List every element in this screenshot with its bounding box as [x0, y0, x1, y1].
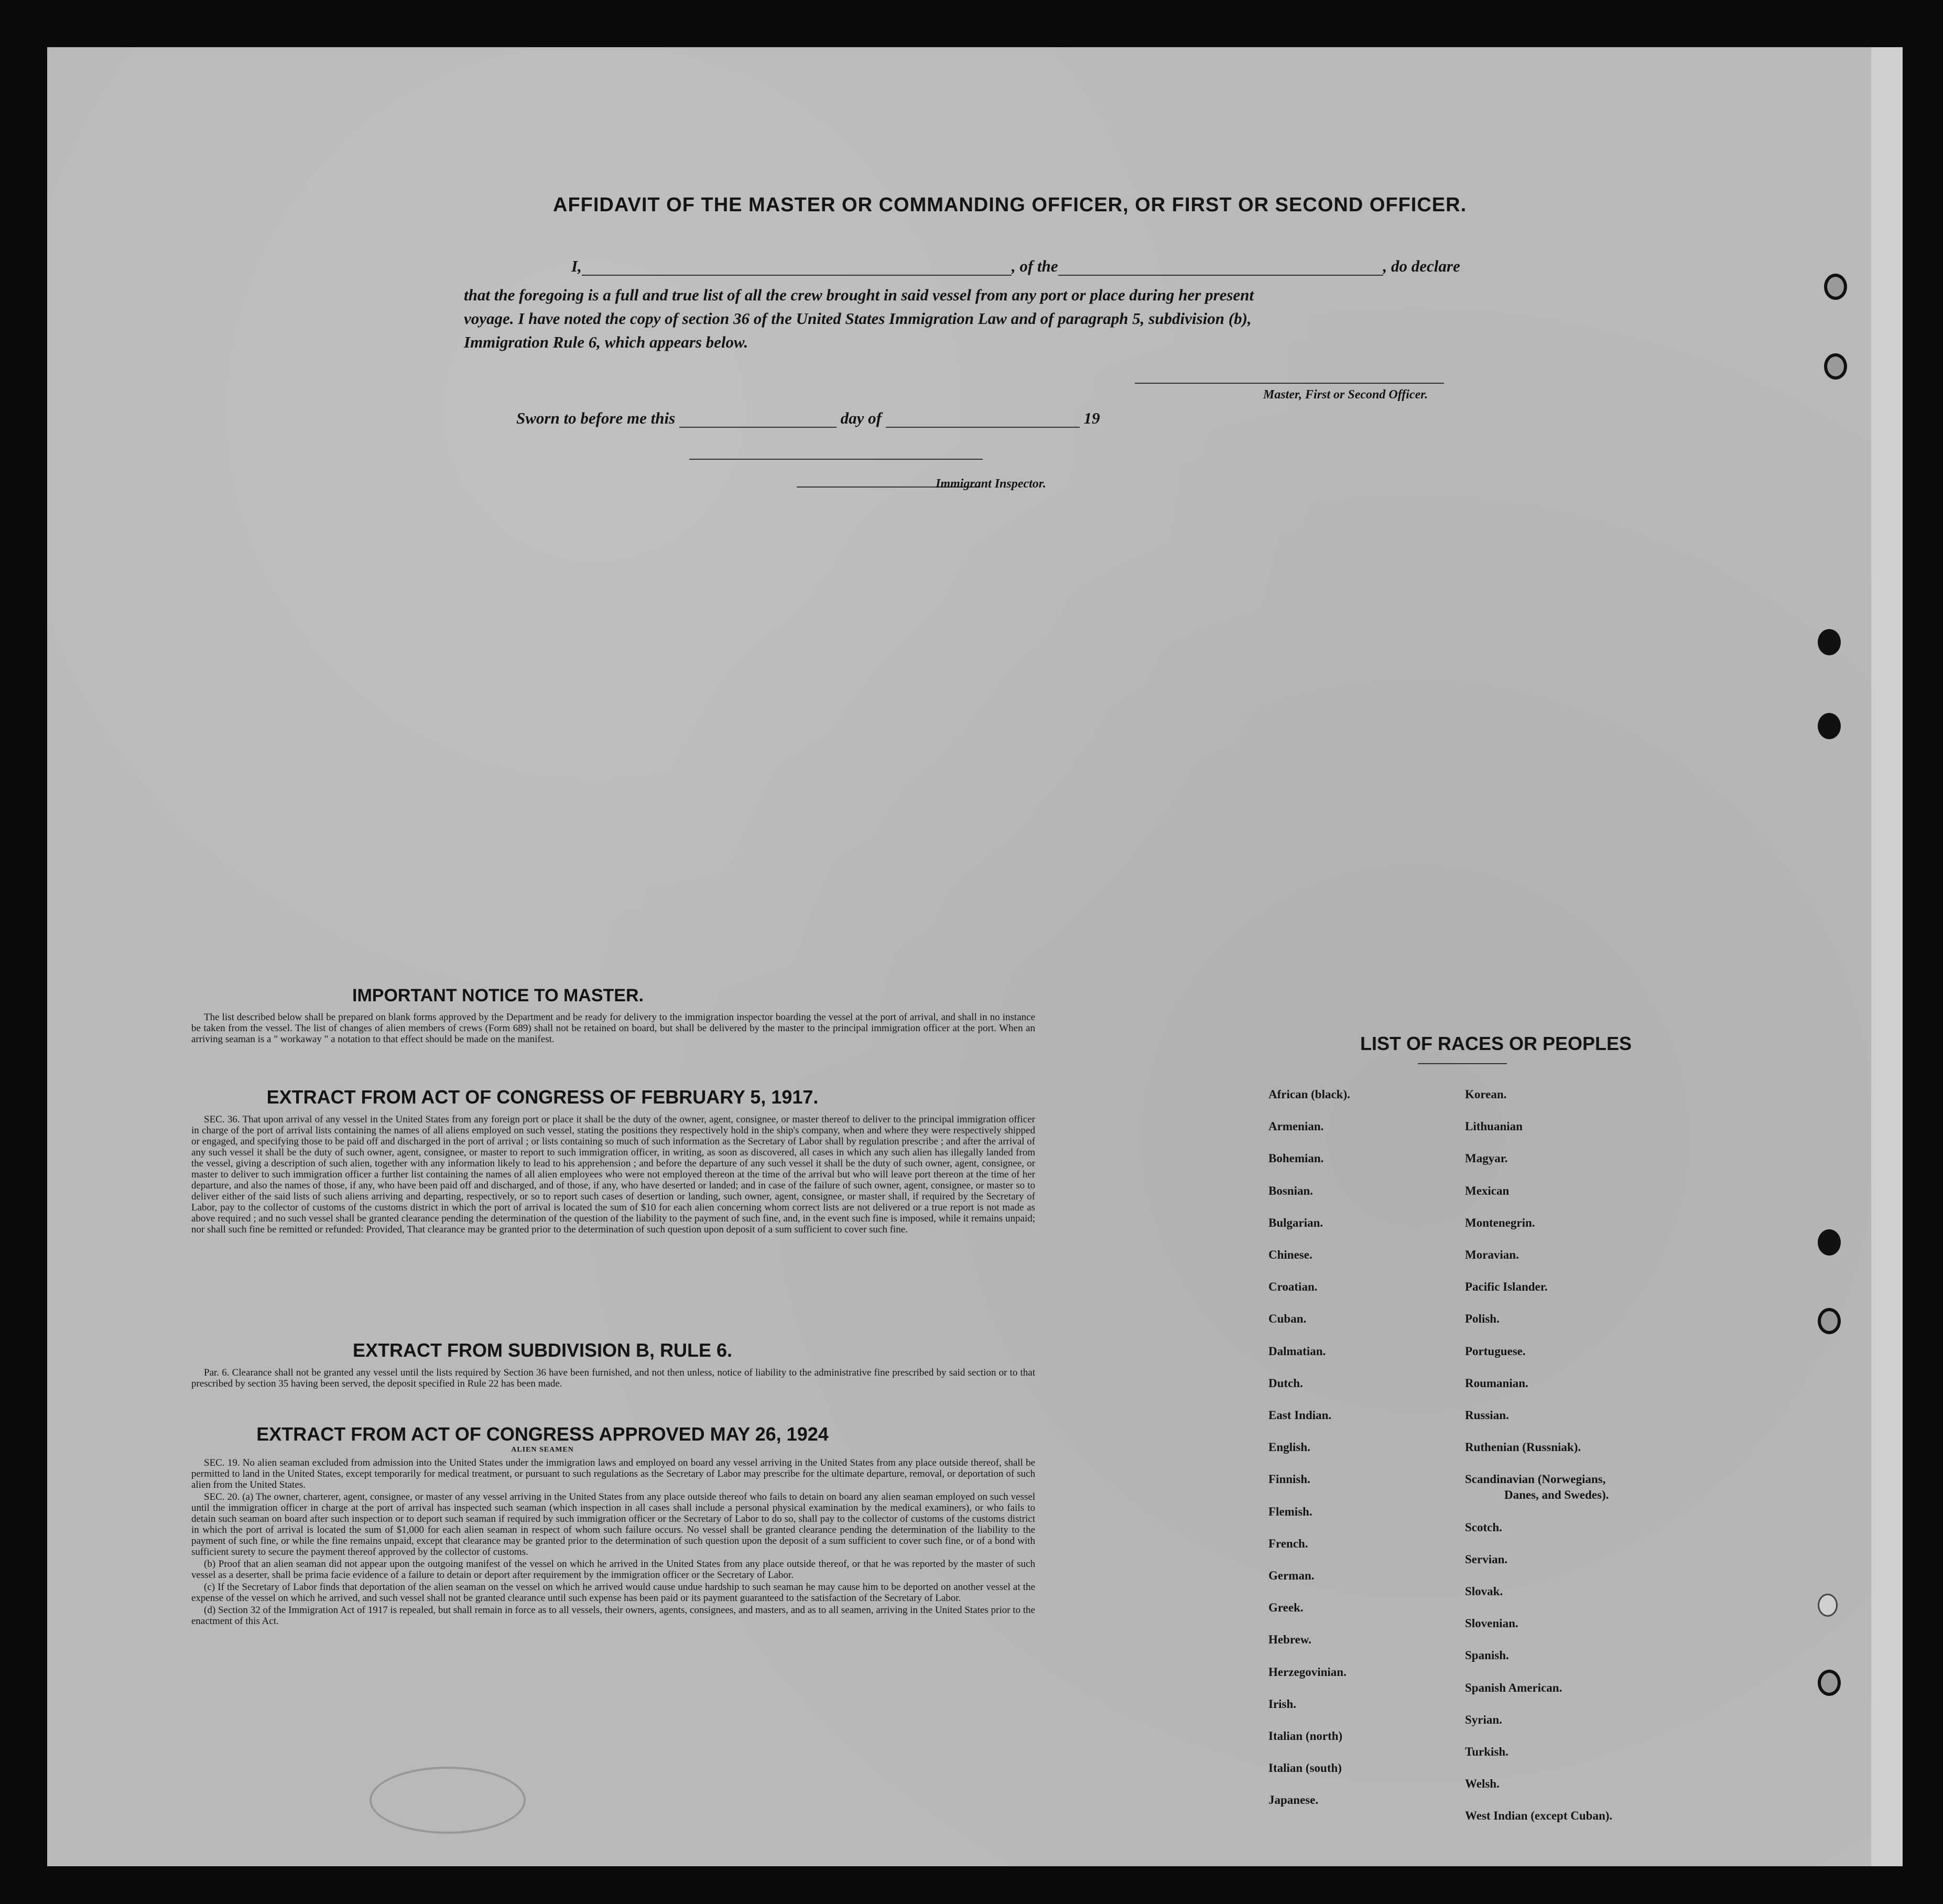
affidavit-i: I, — [571, 257, 582, 275]
affidavit-line-3: voyage. I have noted the copy of section 36 of the United States Immigration Law and of paragraph 5, subdivision (b), — [464, 309, 1252, 328]
race-right-item: Polish. — [1465, 1312, 1500, 1326]
race-right-item: West Indian (except Cuban). — [1465, 1809, 1613, 1823]
binder-hole-4 — [1818, 713, 1841, 739]
notice-body — [191, 1012, 1035, 1046]
race-left-item: English. — [1268, 1441, 1310, 1454]
race-right-item: Portuguese. — [1465, 1344, 1526, 1358]
race-right-item: Roumanian. — [1465, 1376, 1528, 1390]
vessel-name-blank — [1058, 274, 1383, 276]
race-left-item: Italian (south) — [1268, 1761, 1342, 1775]
notice-title: IMPORTANT NOTICE TO MASTER. — [352, 986, 644, 1005]
race-right-item: Ruthenian (Russniak). — [1465, 1441, 1581, 1454]
affidavit-title: AFFIDAVIT OF THE MASTER OR COMMANDING OFFICER, OR FIRST OR SECOND OFFICER. — [553, 194, 1467, 216]
race-left-item: Cuban. — [1268, 1312, 1307, 1326]
section-20b-paragraph: (b) Proof that an alien seaman did not appear upon the outgoing manifest of the vessel on which he arrived in the United States from any place outside thereof, or that he was reported by the master of such vessel as a deserter, shall be prima facie evidence of a failure to detain or deport after requirement by the immigration officer or the Secretary of Labor. — [191, 1559, 1035, 1581]
master-caption: Master, First or Second Officer. — [1263, 388, 1428, 402]
race-left-item: Bulgarian. — [1268, 1216, 1323, 1229]
subdivision-b-body — [191, 1367, 1035, 1390]
race-left-item: Armenian. — [1268, 1120, 1324, 1133]
race-right-item: Mexican — [1465, 1184, 1510, 1197]
extract-1917-title: EXTRACT FROM ACT OF CONGRESS OF FEBRUARY 5, 1917. — [266, 1086, 819, 1108]
section-36-paragraph: SEC. 36. That upon arrival of any vessel in the United States from any foreign port or place it shall be the duty of the owner, agent, consignee, or master thereof to deliver to the principal immigration officer in charge of the port of arrival lists containing the names of all aliens employed on such vessel, stating the positions they respectively hold in the ship's company, when and where they were respectively shipped or engaged, and specifying those to be paid off and discharged in the port of arrival ; or lists containing so much of such information as the Secretary of Labor shall by regulation prescribe ; and after the arrival of any such vessel it shall be the duty of such owner, agent, consignee, or master to report to such immigration officer, in writing, as soon as discovered, all cases in which any such alien has illegally landed from the vessel, giving a description of such alien, together with any information likely to lead to his apprehension ; and before the departure of any such vessel it shall be the duty of such owner, agent, consignee, or master to deliver to such immigration officer a further list containing the names of all alien employees who were not employed thereon at the time of the arrival but who will leave port thereon at the time of her departure, and also the names of those, if any, who have been paid off and discharged, and of those, if any, who have deserted or landed; and in case of the failure of such owner, agent, consignee, or master so to deliver either of the said lists of such aliens arriving and departing, respectively, or so to report such cases of desertion or landing, such owner, agent, consignee, or master shall, if required by the Secretary of Labor, pay to the collector of customs of the customs district in which the port of arrival is located the sum of $10 for each alien concerning whom correct lists are not delivered or a true report is not made as above required ; and no such vessel shall be granted clearance pending the determination of the question of the liability to the payment of such fine, and, in the event such fine is imposed, while it remains unpaid; nor shall such fine be remitted or refunded: Provided, That clearance may be granted prior to the determination of such question upon deposit of a sum sufficient to cover such fine. — [191, 1114, 1035, 1235]
race-right-item: Slovak. — [1465, 1585, 1503, 1598]
extract-1924-title: EXTRACT FROM ACT OF CONGRESS APPROVED MAY 26, 1924 — [256, 1423, 829, 1445]
race-left-item: German. — [1268, 1569, 1315, 1582]
inspector-rule-upper — [689, 459, 983, 460]
race-right-item: Korean. — [1465, 1088, 1507, 1101]
sworn-month-blank — [886, 426, 1080, 428]
section-20c-paragraph: (c) If the Secretary of Labor finds that deportation of the alien seaman on the vessel on which he arrived would cause undue hardship to such seaman he may cause him to be deported on another vessel at the expense of the vessel on which he arrived, and such vessel shall not be granted clearance until such expense has been paid or its payment guaranteed to the satisfaction of the Secretary of Labor. — [191, 1582, 1035, 1604]
subdivision-b-title: EXTRACT FROM SUBDIVISION B, RULE 6. — [352, 1339, 733, 1361]
races-title-rule — [1418, 1063, 1507, 1064]
master-name-blank — [582, 274, 1012, 276]
race-left-item: Hebrew. — [1268, 1633, 1311, 1647]
paragraph-6: Par. 6. Clearance shall not be granted any vessel until the lists required by Section 36 have been furnished, and not then unless, notice of liability to the administrative fine prescribed by said section or to that prescribed by section 35 having been served, the deposit specified in Rule 22 has been made. — [191, 1367, 1035, 1389]
race-left-item: Bosnian. — [1268, 1184, 1314, 1197]
binder-hole-8 — [1818, 1670, 1841, 1696]
race-left-item: Dalmatian. — [1268, 1344, 1326, 1358]
faded-stamp — [370, 1767, 526, 1834]
extract-1924-body — [191, 1457, 1035, 1628]
section-20d-paragraph: (d) Section 32 of the Immigration Act of 1917 is repealed, but shall remain in force as to all vessels, their owners, agents, consignees, and masters, and as to all seamen, arriving in the United States prior to the enactment of this Act. — [191, 1605, 1035, 1627]
binder-hole-3 — [1818, 629, 1841, 655]
race-right-item: Pacific Islander. — [1465, 1280, 1548, 1294]
race-left-item: East Indian. — [1268, 1409, 1332, 1422]
sworn-day-blank — [679, 426, 837, 428]
race-right-item: Montenegrin. — [1465, 1216, 1535, 1229]
sworn-prefix: Sworn to before me this — [516, 409, 676, 427]
race-right-item: Moravian. — [1465, 1248, 1519, 1261]
affidavit-declare: , do declare — [1383, 257, 1460, 275]
affidavit-line-2: that the foregoing is a full and true list of all the crew brought in said vessel from any port or place during her present — [464, 286, 1254, 304]
race-right-item: Slovenian. — [1465, 1617, 1518, 1630]
race-right-item: Spanish American. — [1465, 1681, 1562, 1694]
affidavit-line-1 — [571, 257, 1460, 276]
sworn-year: 19 — [1083, 409, 1100, 427]
binder-hole-1 — [1824, 274, 1847, 300]
race-left-item: Croatian. — [1268, 1280, 1318, 1294]
extract-1917-body — [191, 1114, 1035, 1236]
race-left-item: African (black). — [1268, 1088, 1350, 1101]
document-sheet — [47, 47, 1903, 1866]
binder-hole-7 — [1818, 1594, 1838, 1617]
sworn-line — [516, 409, 1100, 428]
race-left-item: Greek. — [1268, 1601, 1304, 1615]
race-left-item: Herzegovinian. — [1268, 1665, 1347, 1679]
affidavit-line-4: Immigration Rule 6, which appears below. — [464, 333, 748, 351]
alien-seamen-subtitle: ALIEN SEAMEN — [511, 1446, 574, 1454]
sworn-day-of: day of — [840, 409, 882, 427]
race-left-item: Bohemian. — [1268, 1152, 1324, 1165]
race-left-item: Chinese. — [1268, 1248, 1312, 1261]
race-right-item: Russian. — [1465, 1409, 1509, 1422]
race-left-item: Italian (north) — [1268, 1729, 1343, 1743]
race-right-item: Spanish. — [1465, 1649, 1509, 1662]
race-left-item: Japanese. — [1268, 1793, 1319, 1807]
binder-hole-2 — [1824, 353, 1847, 380]
race-right-item: Lithuanian — [1465, 1120, 1523, 1133]
race-right-item: Scotch. — [1465, 1520, 1502, 1534]
inspector-caption: Immigrant Inspector. — [936, 477, 1046, 491]
race-right-item: Servian. — [1465, 1552, 1508, 1566]
race-right-item: Turkish. — [1465, 1745, 1508, 1758]
races-title: LIST OF RACES OR PEOPLES — [1360, 1033, 1632, 1054]
race-right-item: Magyar. — [1465, 1152, 1508, 1165]
binder-hole-6 — [1818, 1308, 1841, 1334]
notice-paragraph: The list described below shall be prepared on blank forms approved by the Department and be ready for delivery to the immigration inspector boarding the vessel at the port of arrival, and shall in no instance be taken from the vessel. The list of changes of alien members of crews (Form 689) shall not be retained on board, but shall be delivered by the master to the principal immigration officer at the port. When an arriving seaman is a " workaway " a notation to that effect should be made on the manifest. — [191, 1012, 1035, 1045]
affidavit-of-the: , of the — [1011, 257, 1058, 275]
race-left-item: Dutch. — [1268, 1376, 1303, 1390]
binder-hole-5 — [1818, 1229, 1841, 1256]
race-right-item: Scandinavian (Norwegians, — [1465, 1473, 1606, 1486]
race-left-item: French. — [1268, 1537, 1308, 1550]
race-right-item: Syrian. — [1465, 1713, 1502, 1726]
race-left-item: Flemish. — [1268, 1505, 1312, 1518]
section-19-paragraph: SEC. 19. No alien seaman excluded from admission into the United States under the immigration laws and employed on board any vessel arriving in the United States from any place outside thereof, shall be permitted to land in the United States, except temporarily for medical treatment, or pursuant to such regulations as the Secretary of Labor may prescribe for the ultimate departure, removal, or deportation of such alien from the United States. — [191, 1457, 1035, 1490]
section-20a-paragraph: SEC. 20. (a) The owner, charterer, agent, consignee, or master of any vessel arriving in the United States from any place outside thereof who fails to detain on board any alien seaman employed on such vessel until the immigration officer in charge at the port of arrival has inspected such seaman (which inspection in all cases shall include a personal physical examination by the medical examiners), or who fails to detain such seaman on board after such inspection or to deport such seaman if required by such immigration officer or the Secretary of Labor to do so, shall pay to the collector of customs of the customs district in which the port of arrival is located the sum of $1,000 for each alien seaman in respect of whom such failure occurs. No vessel shall be granted clearance pending the determination of the liability to the payment of such fine, or while the fine remains unpaid, except that clearance may be granted prior to the determination of such question upon the deposit of a sum sufficient to cover such fine, or of a bond with sufficient surety to secure the payment thereof approved by the collector of customs. — [191, 1491, 1035, 1557]
race-right-item: Danes, and Swedes). — [1504, 1488, 1609, 1502]
master-signature-line — [1135, 383, 1444, 384]
race-right-item: Welsh. — [1465, 1777, 1500, 1791]
race-left-item: Finnish. — [1268, 1473, 1310, 1486]
race-left-item: Irish. — [1268, 1697, 1297, 1711]
